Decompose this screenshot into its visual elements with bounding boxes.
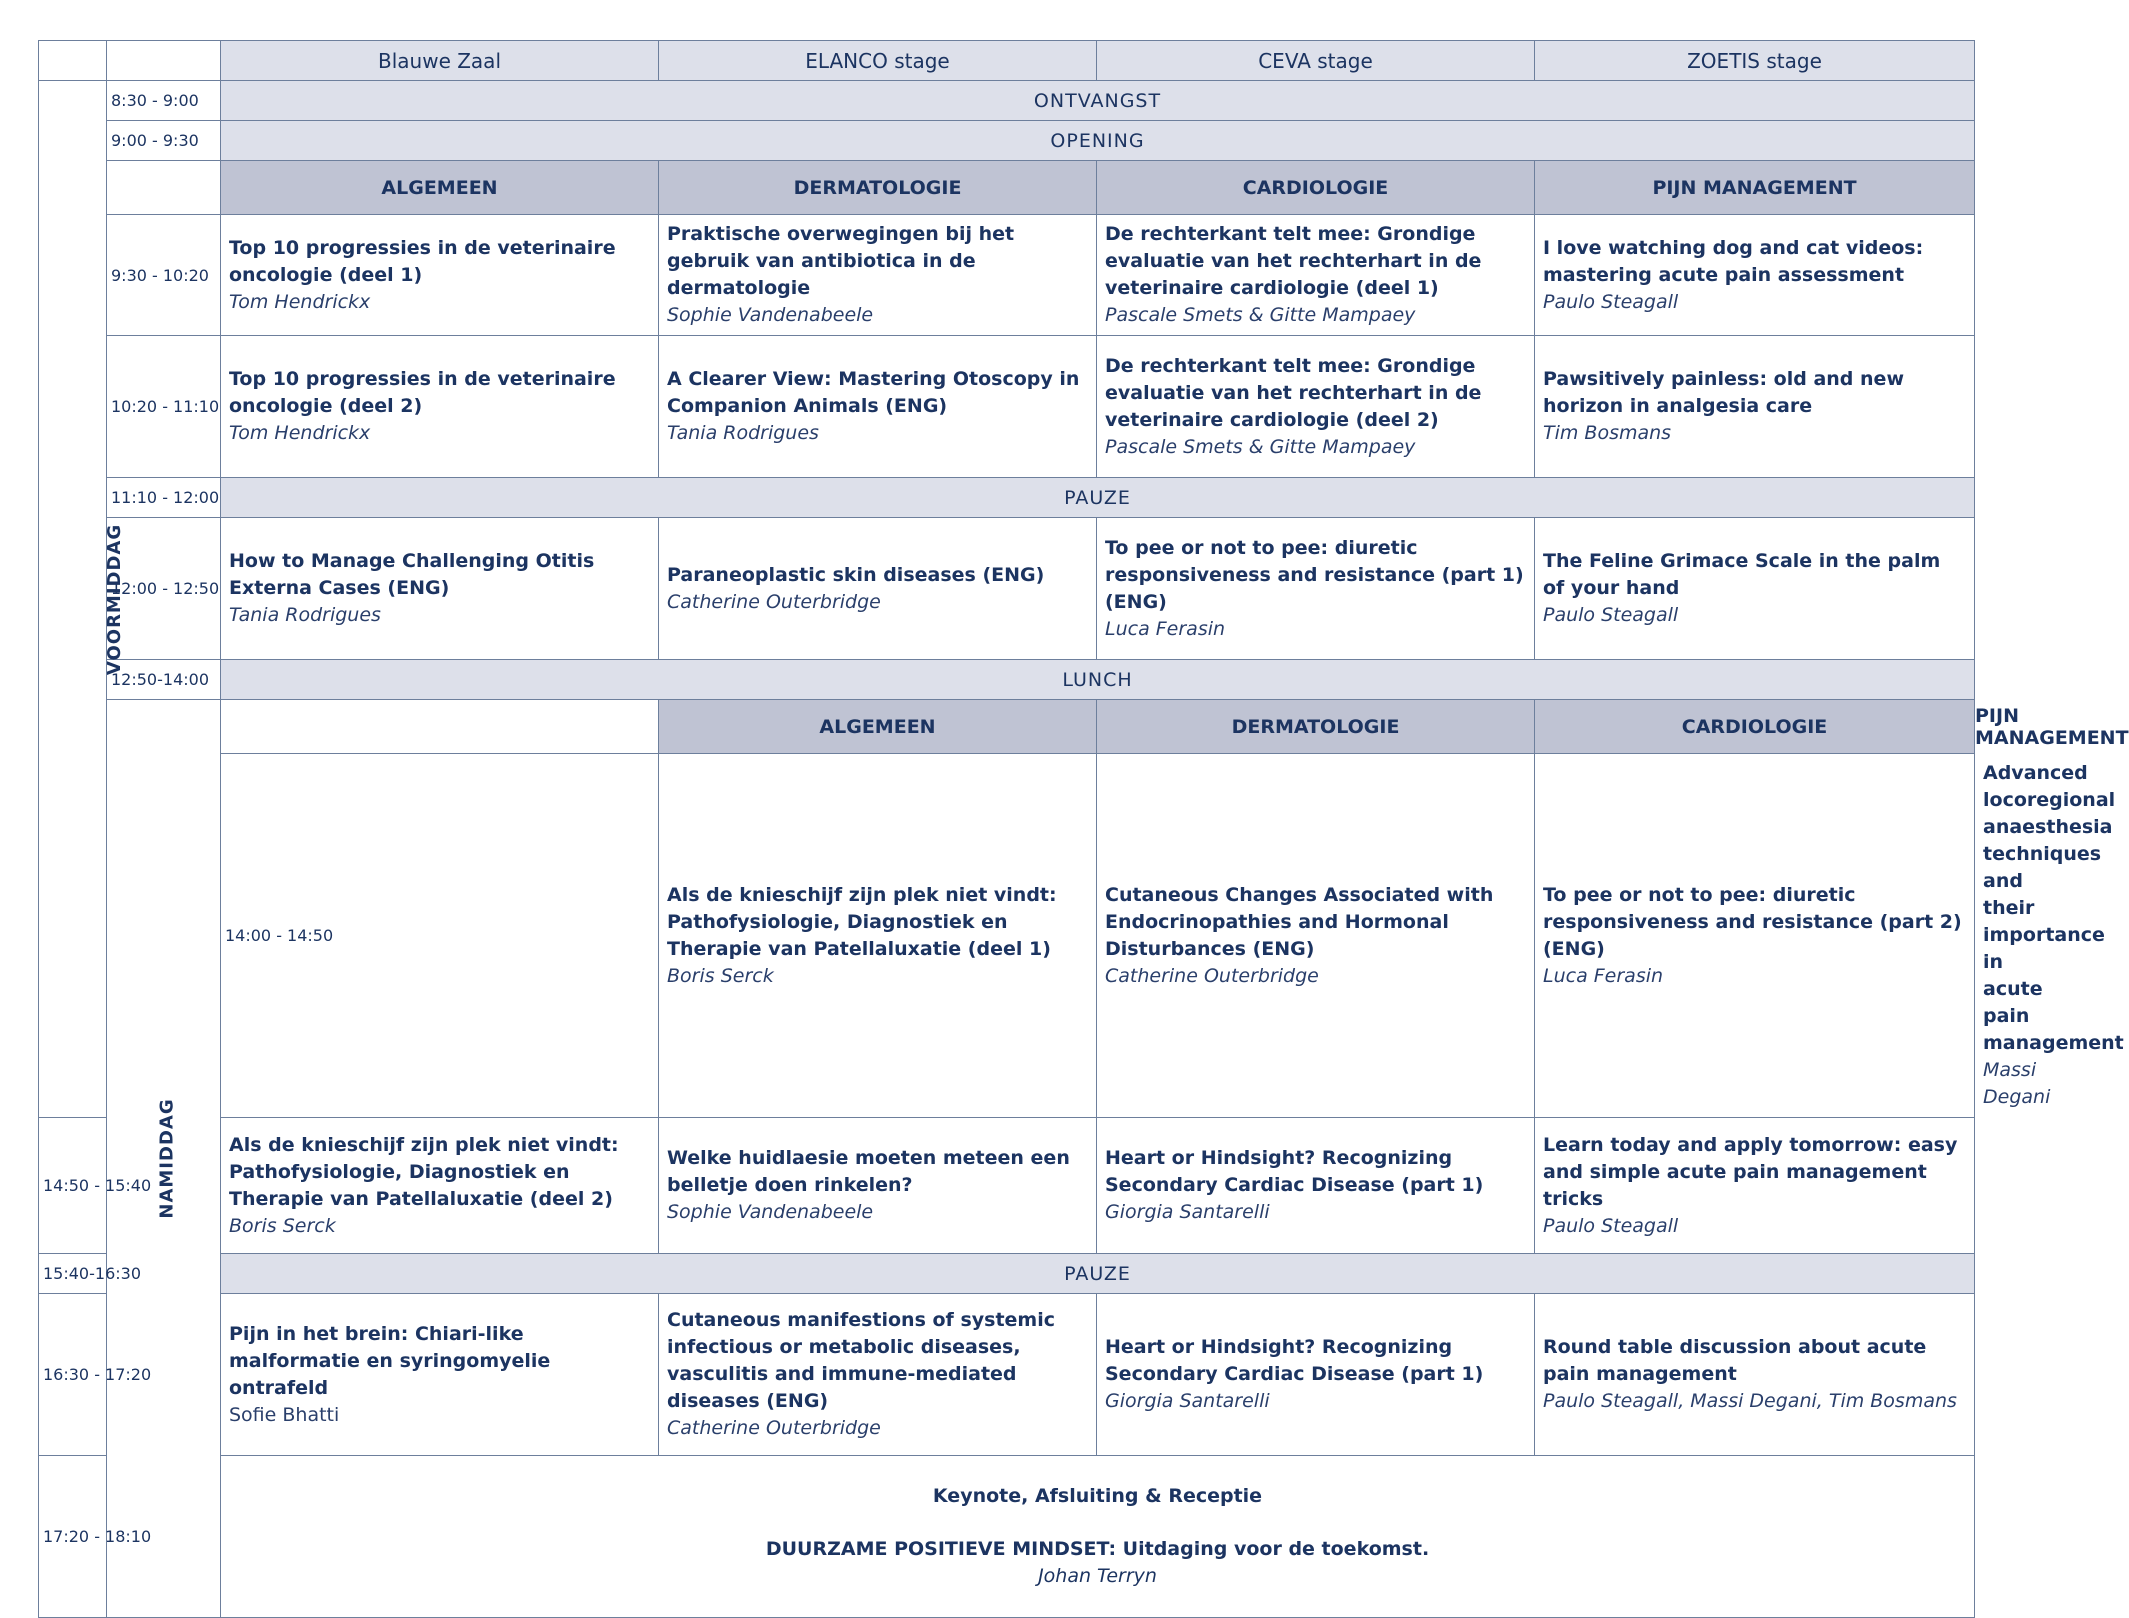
session-speaker: Giorgia Santarelli bbox=[1105, 1201, 1270, 1223]
time-header-cell bbox=[107, 41, 221, 81]
session-cell bbox=[1535, 1118, 1975, 1254]
session-speaker: Catherine Outerbridge bbox=[667, 1417, 881, 1439]
band-row-pauze bbox=[39, 1254, 1975, 1294]
time-cell bbox=[221, 700, 659, 754]
track-dermatologie: DERMATOLOGIE bbox=[1097, 700, 1535, 754]
session-speaker: Sophie Vandenabeele bbox=[667, 304, 874, 326]
session-cell bbox=[659, 215, 1097, 336]
time-cell: 9:00 - 9:30 bbox=[107, 121, 221, 161]
session-title: Als de knieschijf zijn plek niet vindt: Pathofysiologie, Diagnostiek en Therapie van Patellaluxatie (deel 2) bbox=[229, 1133, 619, 1210]
session-title: To pee or not to pee: diuretic responsiveness and resistance (part 2) (ENG) bbox=[1543, 883, 1962, 960]
day-label-afternoon: NAMIDDAG bbox=[107, 700, 221, 1618]
band-label-pauze: PAUZE bbox=[221, 1254, 1975, 1294]
session-speaker: Luca Ferasin bbox=[1105, 617, 1226, 640]
session-speaker: Tania Rodrigues bbox=[667, 422, 819, 444]
session-title: Pijn in het brein: Chiari-like malformatie en syringomyelie ontrafeld bbox=[229, 1322, 551, 1399]
room-ceva-stage: CEVA stage bbox=[1097, 41, 1535, 81]
band-label-pauze: PAUZE bbox=[221, 478, 1975, 518]
session-title: Cutaneous Changes Associated with Endocrinopathies and Hormonal Disturbances (ENG) bbox=[1105, 883, 1494, 960]
session-speaker: Paulo Steagall bbox=[1543, 1214, 1679, 1237]
keynote-cell bbox=[221, 1456, 1975, 1618]
session-cell bbox=[1097, 336, 1535, 478]
session-cell bbox=[221, 1118, 659, 1254]
band-row-pauze bbox=[39, 478, 1975, 518]
keynote-subtitle: DUURZAME POSITIEVE MINDSET: Uitdaging voor de toekomst. bbox=[765, 1538, 1430, 1560]
room-header-row bbox=[39, 41, 1975, 81]
session-title: Round table discussion about acute pain management bbox=[1543, 1336, 1927, 1385]
session-cell bbox=[659, 1118, 1097, 1254]
session-speaker: Sofie Bhatti bbox=[229, 1403, 340, 1426]
session-speaker: Tom Hendrickx bbox=[229, 290, 371, 313]
session-cell bbox=[659, 336, 1097, 478]
keynote-speaker: Johan Terryn bbox=[1038, 1565, 1157, 1587]
program-schedule-table bbox=[38, 40, 2129, 1618]
time-cell: 9:30 - 10:20 bbox=[107, 215, 221, 336]
band-label-lunch: LUNCH bbox=[221, 660, 1975, 700]
session-title: Pawsitively painless: old and new horizon in analgesia care bbox=[1543, 368, 1904, 417]
session-title: I love watching dog and cat videos: mastering acute pain assessment bbox=[1543, 236, 1924, 286]
time-cell: 11:10 - 12:00 bbox=[107, 478, 221, 518]
day-label-morning: VOORMIDDAG bbox=[39, 81, 107, 1118]
session-cell bbox=[1097, 518, 1535, 660]
band-row-opening bbox=[39, 121, 1975, 161]
track-algemeen: ALGEMEEN bbox=[659, 700, 1097, 754]
session-speaker: Giorgia Santarelli bbox=[1105, 1390, 1270, 1412]
time-cell: 10:20 - 11:10 bbox=[107, 336, 221, 478]
session-title: How to Manage Challenging Otitis Externa Cases (ENG) bbox=[229, 550, 595, 599]
keynote-title: Keynote, Afsluiting & Receptie bbox=[932, 1485, 1263, 1507]
time-cell bbox=[107, 161, 221, 215]
time-cell: 12:50-14:00 bbox=[107, 660, 221, 700]
session-title: A Clearer View: Mastering Otoscopy in Companion Animals (ENG) bbox=[667, 368, 1080, 417]
session-speaker: Paulo Steagall bbox=[1543, 290, 1679, 313]
time-cell: 17:20 - 18:10 bbox=[39, 1456, 107, 1618]
session-title: Top 10 progressies in de veterinaire oncologie (deel 1) bbox=[229, 236, 616, 286]
session-title: Cutaneous manifestions of systemic infectious or metabolic diseases, vasculitis and immune-mediated diseases (ENG) bbox=[667, 1309, 1055, 1412]
keynote-spacer bbox=[229, 1510, 1966, 1536]
session-speaker: Pascale Smets & Gitte Mampaey bbox=[1105, 304, 1416, 326]
session-cell bbox=[1535, 754, 1975, 1118]
session-cell bbox=[659, 518, 1097, 660]
session-cell bbox=[1097, 754, 1535, 1118]
session-cell bbox=[221, 215, 659, 336]
time-cell: 14:50 - 15:40 bbox=[39, 1118, 107, 1254]
session-cell bbox=[1535, 518, 1975, 660]
session-title: Top 10 progressies in de veterinaire oncologie (deel 2) bbox=[229, 368, 616, 417]
session-speaker: Pascale Smets & Gitte Mampaey bbox=[1105, 435, 1416, 458]
session-speaker: Paulo Steagall bbox=[1543, 604, 1679, 626]
session-title: Praktische overwegingen bij het gebruik van antibiotica in de dermatologie bbox=[667, 223, 1015, 299]
session-row bbox=[39, 1294, 1975, 1456]
room-elanco-stage: ELANCO stage bbox=[659, 41, 1097, 81]
band-row-lunch bbox=[39, 660, 1975, 700]
session-title: Welke huidlaesie moeten meteen een belletje doen rinkelen? bbox=[667, 1147, 1070, 1196]
track-cardiologie: CARDIOLOGIE bbox=[1097, 161, 1535, 215]
session-speaker: Tom Hendrickx bbox=[229, 422, 371, 444]
track-dermatologie: DERMATOLOGIE bbox=[659, 161, 1097, 215]
session-cell bbox=[221, 336, 659, 478]
time-cell: 14:00 - 14:50 bbox=[221, 754, 659, 1118]
session-row bbox=[39, 215, 1975, 336]
session-speaker: Boris Serck bbox=[667, 964, 774, 987]
room-blauwe-zaal: Blauwe Zaal bbox=[221, 41, 659, 81]
session-row bbox=[39, 1118, 1975, 1254]
session-speaker: Luca Ferasin bbox=[1543, 964, 1664, 987]
session-row bbox=[39, 336, 1975, 478]
session-title: Heart or Hindsight? Recognizing Secondary Cardiac Disease (part 1) bbox=[1105, 1147, 1484, 1196]
track-pijn-management: PIJN MANAGEMENT bbox=[1535, 161, 1975, 215]
session-speaker: Tim Bosmans bbox=[1543, 422, 1672, 444]
session-cell bbox=[659, 1294, 1097, 1456]
session-row: 14:00 - 14:50 Als de knieschijf zijn plek niet vindt: Pathofysiologie, Diagnostiek en Therapie van Patellaluxatie (deel 1) Boris Serck Cutaneous Changes Associated with Endocrinopathies and Hormonal Disturbances (ENG) Catherine Outerbridge To pee or not to pee: diuretic responsiveness and resistance (part 2) (ENG) Luca Ferasin Advanced locoregional anaesthesia techniques and their importance in acute pain management Massi Degani bbox=[39, 754, 1975, 1118]
session-speaker: Paulo Steagall, Massi Degani, Tim Bosmans bbox=[1543, 1390, 1957, 1412]
session-cell bbox=[659, 754, 1097, 1118]
band-label-opening: OPENING bbox=[221, 121, 1975, 161]
session-title: De rechterkant telt mee: Grondige evaluatie van het rechterhart in de veterinaire cardiologie (deel 1) bbox=[1105, 223, 1482, 299]
track-algemeen: ALGEMEEN bbox=[221, 161, 659, 215]
session-cell bbox=[1535, 1294, 1975, 1456]
band-row-ontvangst bbox=[39, 81, 1975, 121]
session-row bbox=[39, 518, 1975, 660]
session-speaker: Catherine Outerbridge bbox=[667, 590, 881, 613]
track-cardiologie: CARDIOLOGIE bbox=[1535, 700, 1975, 754]
time-cell: 12:00 - 12:50 bbox=[107, 518, 221, 660]
session-cell bbox=[1097, 1294, 1535, 1456]
room-zoetis-stage: ZOETIS stage bbox=[1535, 41, 1975, 81]
session-speaker: Catherine Outerbridge bbox=[1105, 964, 1319, 987]
session-speaker: Sophie Vandenabeele bbox=[667, 1201, 874, 1223]
session-title: Learn today and apply tomorrow: easy and simple acute pain management tricks bbox=[1543, 1133, 1958, 1210]
session-speaker: Tania Rodrigues bbox=[229, 604, 381, 626]
time-cell: 8:30 - 9:00 bbox=[107, 81, 221, 121]
track-header-row bbox=[39, 161, 1975, 215]
time-cell: 16:30 - 17:20 bbox=[39, 1294, 107, 1456]
session-cell bbox=[1097, 1118, 1535, 1254]
session-cell bbox=[221, 518, 659, 660]
session-title: Als de knieschijf zijn plek niet vindt: Pathofysiologie, Diagnostiek en Therapie van Patellaluxatie (deel 1) bbox=[667, 883, 1057, 960]
session-title: To pee or not to pee: diuretic responsiveness and resistance (part 1) (ENG) bbox=[1105, 536, 1524, 613]
session-cell bbox=[1535, 336, 1975, 478]
session-cell bbox=[221, 1294, 659, 1456]
time-cell: 15:40-16:30 bbox=[39, 1254, 107, 1294]
session-title: De rechterkant telt mee: Grondige evaluatie van het rechterhart in de veterinaire cardiologie (deel 2) bbox=[1105, 354, 1482, 431]
session-title: The Feline Grimace Scale in the palm of your hand bbox=[1543, 550, 1941, 599]
session-speaker: Boris Serck bbox=[229, 1214, 336, 1237]
corner-cell bbox=[39, 41, 107, 81]
session-cell bbox=[1535, 215, 1975, 336]
track-header-row: NAMIDDAG ALGEMEEN DERMATOLOGIE CARDIOLOGIE PIJN MANAGEMENT bbox=[39, 700, 1975, 754]
session-title: Heart or Hindsight? Recognizing Secondary Cardiac Disease (part 1) bbox=[1105, 1336, 1484, 1385]
band-label-ontvangst: ONTVANGST bbox=[221, 81, 1975, 121]
keynote-row bbox=[39, 1456, 1975, 1618]
session-title: Paraneoplastic skin diseases (ENG) bbox=[667, 563, 1045, 586]
session-cell bbox=[1097, 215, 1535, 336]
